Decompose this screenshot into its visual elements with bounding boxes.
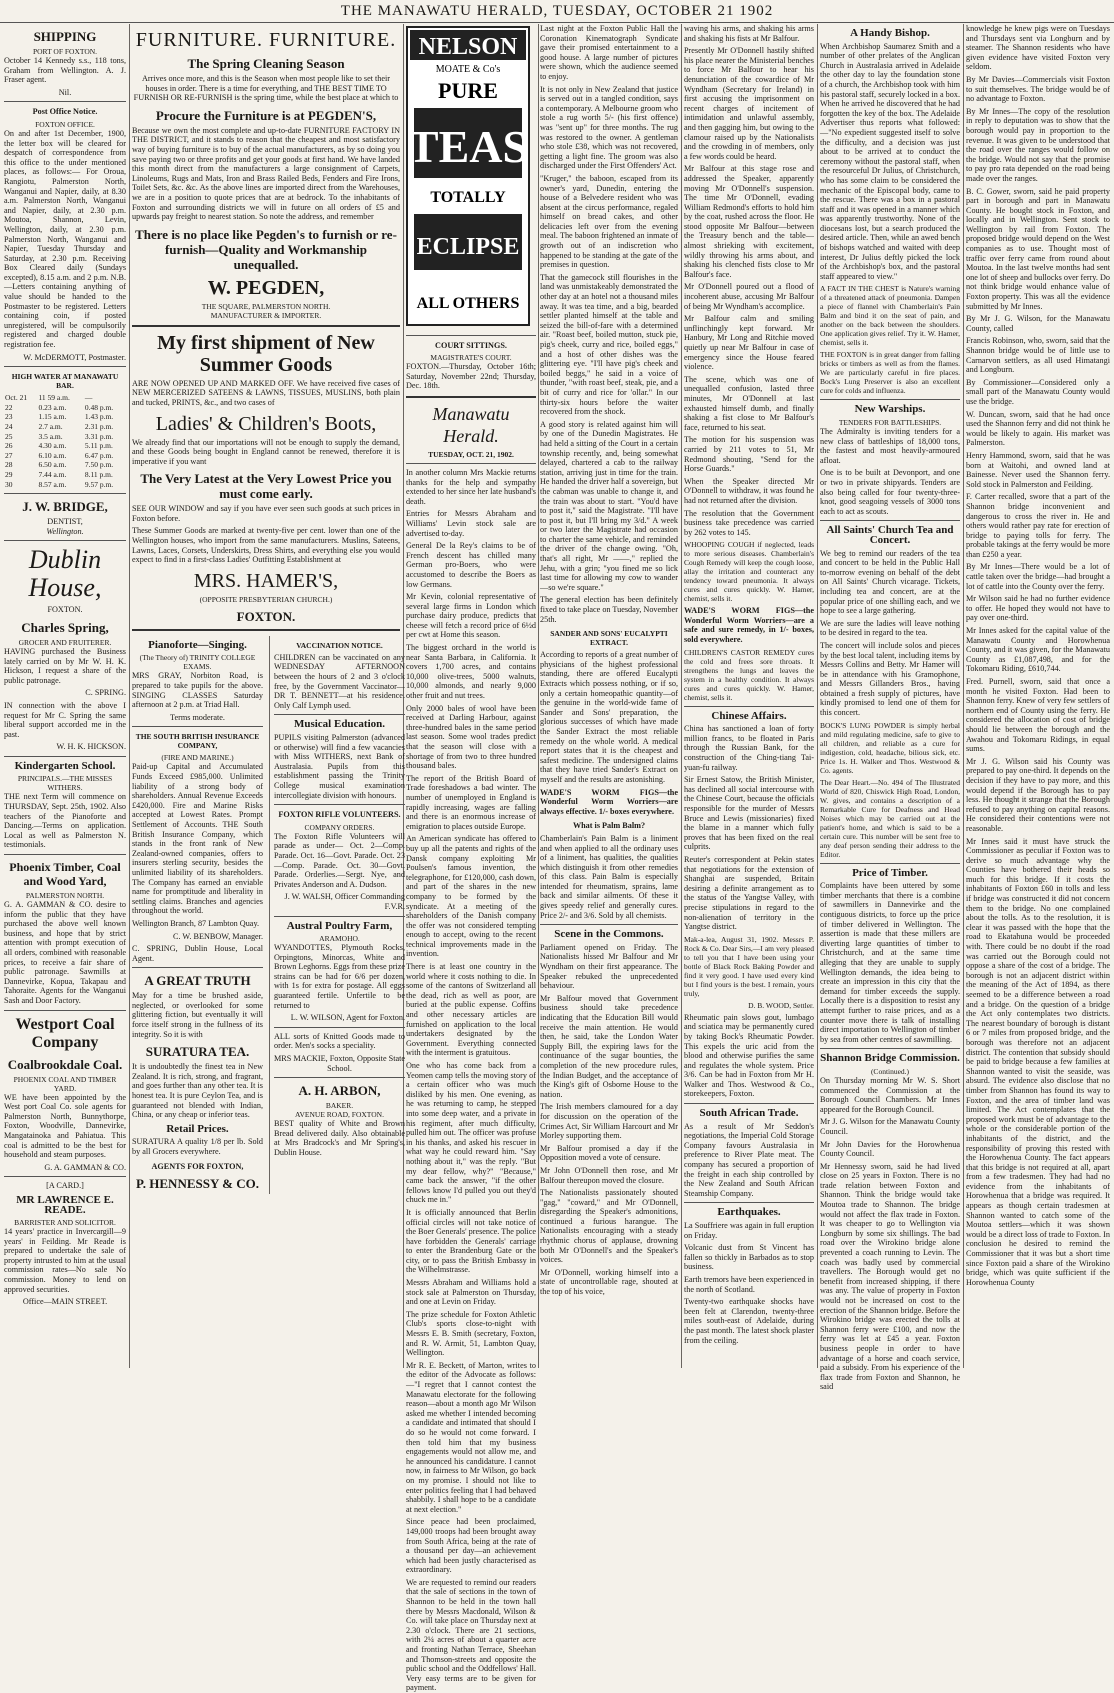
tide-cell: 3.5 a.m.: [38, 431, 63, 441]
tide-row: [4, 422, 126, 432]
bridge-paragraph: By Mr Innes—The copy of the resolution in reply to deputation was to show that the borough would pay in proportion to the revenue. It was given to be understood that the road over the ranges would follow on the bridge. Would not say that the promise to pay pro rata depended on the road being made over the ranges.: [966, 106, 1110, 183]
post-office-sign: W. McDERMOTT, Postmaster.: [23, 352, 126, 362]
commons-paragraph: The Irish members clamoured for a day for discussion on the operation of the Crimes Act, Sir William Harcourt and Mr Morley supporting them.: [540, 1102, 678, 1141]
bridge-paragraph: B. C. Gower, sworn, said he paid property part in borough and part in Manawatu County. He bought stock in Foxton, and locally and in Wellington. Sent stock to Wellington by rail from Foxton. The proposed bridge would depend on the West companies as to use. Thought most of traffic over ferry came from round about Moutoa. In the last twelve months had sent one lot of sheep and bullocks over ferry. Do not think bridge would enhance value of Foxton property. This was all the evidence submitted by Mr Innes.: [966, 186, 1110, 311]
bridge-paragraph: Fred. Purnell, sworn, said that once a month he visited Foxton. Had been to Shannon ferry. Knew of very few settlers of northern end of County using the ferry. He considered the allocation of cost of bridge should lie between the borough and the Awahou and Tokomaru Ridings, in equal sums.: [966, 677, 1110, 754]
nelson-word: NELSON: [418, 34, 518, 60]
spring-sign: C. SPRING.: [85, 688, 126, 698]
earthquake-paragraph: Volcanic dust from St Vincent has fallen so thickly in Barbados as to stop business.: [684, 1243, 814, 1272]
news-paragraph: One who has come back from a Yeomen camp tells the moving story of a certain officer who was much disliked by his men. One evening, as he was returning to camp, he stepped into some deep water, and a private in his regiment, after much difficulty, pulled him out. The officer was profuse in his thanks, and asked his rescuer in what way he could reward him. "Say nothing about it," was the reply. "But my dear fellow, why?" "Because," came back the answer, "if the other fellows know I'd pulled you out they'd chuck me in.": [406, 1061, 536, 1205]
bridge-paragraph: knowledge he knew pigs were on Tuesdays and Thursdays sent via Longburn and by steamer. The Shannon residents who have given evidence have visited Foxton very seldom.: [966, 24, 1110, 72]
news-paragraph: There is at least one country in the world where it costs nothing to die. In some of the cantons of Switzerland all the dead, rich as well as poor, are buried at the public expense. Coffins and other necessary articles are furnished on application to the local undertakers designated by the Government. Everything connected with the interment is gratuitous.: [406, 962, 536, 1058]
masthead: THE MANAWATU HERALD, TUESDAY, OCTOBER 21 1902: [0, 0, 1114, 23]
mackie-sign: MRS MACKIE, Foxton, Opposite State School.: [274, 1054, 406, 1073]
tide-cell: 27: [5, 450, 13, 460]
reade-name: MR LAWRENCE E. READE.: [16, 1193, 114, 1216]
dublin-house-title: Dublin House,: [28, 545, 102, 603]
tide-cell: 6.10 a.m.: [38, 450, 67, 460]
bridge-paragraph: Mr Innes asked for the capital value of the Manawatu County and Horowhenua County, and it was given, for the Manawatu County as £1,087,498, and for the Tokomaru Riding, £610,744.: [966, 626, 1110, 674]
palm-balm-text: Chamberlain's Pain Balm is a liniment and when applied to all the ordinary uses of a liniment, has qualities, the qualities which distinguish it from other remedies of this class. Pain Balm is especially intended for rheumatism, sprains, lame back and similar ailments. Of these it gives speedy relief and generally cures. Price 2/- and 3/6. Sold by all chemists.: [540, 833, 678, 920]
sander-text: According to reports of a great number of physicians of the highest professional standing, there are offered Eucalypti Extracts which possess nothing, or if so, only a certain homeopathic quantity—of the genuine in the world-wide fame of Sander and Sons' preparation, the glorious successes of which have made the Sander Extract the most reliable remedy on the whole world. A medical report states that it is the cheapest and safest medicine. The undersigned claims that they have tried Sander's Extract on myself and the results are astonishing.: [540, 650, 678, 784]
pegden-role: MANUFACTURER & IMPORTER.: [210, 310, 322, 320]
reade-text: 14 years' practice in Invercargill—9 years' in Feilding. Mr Reade is prepared to undertake the sale of property intrusted to him at the usual commission rates—No sale No commission. Money to lend on approved securities.: [4, 1227, 126, 1294]
letter-text: Mak-a-lea, August 31, 1902. Messrs P. Rock & Co. Dear Sirs,—I am very pleased to tell you that I have been using your bottle of Black Rock Baking Powder and find it very good. I have used every kind but I find yours is the best. I remain, yours truly,: [684, 934, 814, 998]
sbi-branch: Wellington Branch, 87 Lambton Quay.: [132, 918, 260, 928]
hickson-text: IN connection with the above I request for Mr C. Spring the same liberal support accorded me in the past.: [4, 700, 126, 739]
news-paragraph: Entries for Messrs Abraham and Williams' Levin stock sale are advertised to-day.: [406, 509, 536, 538]
kindergarten-sub: PRINCIPALS.—THE MISSES WITHERS.: [17, 774, 113, 793]
poultry-heading: Austral Poultry Farm,: [286, 919, 393, 932]
column-4: [540, 24, 678, 1368]
earthquakes-heading: Earthquakes.: [717, 1206, 781, 1219]
shipping-heading: SHIPPING: [33, 29, 97, 44]
dublin-house-place: FOXTON.: [47, 605, 83, 615]
earthquake-paragraph: La Souffriere was again in full eruption on Friday.: [684, 1221, 814, 1240]
news-paragraph: It is not only in New Zealand that justice is served out in a tangled condition, says a contemporary. A Melbourne groom who stole a rug worth 5/- (his first offence) was "sent up" for three months. The rug was restored to the owner. A gentleman who stole £38, which was not recovered, getting a light fine. The groom was also discharged under the First Offenders' Act.: [540, 84, 678, 171]
agents-heading: AGENTS FOR FOXTON,: [151, 1161, 244, 1171]
tide-row: [4, 451, 126, 461]
nelson-all-others: ALL OTHERS: [416, 295, 520, 312]
bridge-paragraph: Mr J. G. Wilson for the Manawatu County Council.: [820, 1117, 960, 1136]
very-latest-line: The Very Latest at the Very Lowest Price you must come early.: [140, 471, 392, 502]
tide-cell: 0.48 p.m.: [84, 402, 114, 412]
post-office-text: On and after 1st December, 1900, the letter box will be cleared for despatch of correspondence from this office to the under mentioned places, as follows:— For Oroua, Rangiotu, Palmerston North, Wanganui and Napier, daily, at 8.30 a.m. Palmerston North, Wanganui and Napier, daily, at 2.30 p.m. Moutoa, Shannon, Levin, Wellington, daily, at 2.30 p.m. Palmerston North, Wanganui and Napier, Tuesday Thursday and Saturday, at 2.30 p.m. Receiving Box Cleared daily (Sundays excepted), 8.15 a.m. and 2 p.m. N.B.—Letters containing anything of value should be handed to the Postmaster to be registered. Letters containing coin, if posted unregistered, will be compulsorily registered and charged double registration fee.: [4, 128, 126, 350]
cleaning-heading: The Spring Cleaning Season: [187, 56, 345, 71]
news-paragraph: Mr R. E. Beckett, of Marton, writes to the editor of the Advocate as follows:—"I regret that I cannot contest the Manawatu electorate for the following reason—about a month ago Mr Wilson asked me whether I intended becoming a candidate and intimated that should I do so he would not come forward. I then told him that my business engagements would not allow me, and he announced his candidature. I cannot now, in fairness to Mr Wilson, go back on my promise. I should not like to enter politics feeling that I had behaved shabbily. I shall hope to be a candidate at next election.": [406, 1360, 536, 1514]
commons-paragraph: The scene, which was one of unequalled confusion, lasted three minutes, Mr O'Donnell at last exhausted himself dumb, and finally shaking a fist close to Mr Balfour's face, returned to his seat.: [684, 374, 814, 432]
procure-text: Because we own the most complete and up-to-date FURNITURE FACTORY IN THE DISTRICT, and it stands to reason that the cheapest and most satisfactory way of buying furniture is to buy of the actual manufacturers, as by so doing you save paying two or three profits and get your goods at first hand. We have landed this month direct from the manufacturers a large consignment of Carpets, Linoleums, Rugs and Mats, Iron and Brass Railed Beds, Fenders and Fire Irons, Toilet Sets, &c. &c. As the above lines are imported direct from the Warehouses, we are in a position to quote prices that are at bedrock. To the inhabitants of Foxton and surrounding districts we will in future on all orders of £5 and upwards pay freight to nearest station. So note the address, and remember: [132, 125, 400, 222]
rifle-sign: J. W. WALSH, Officer Commanding F.V.R.: [284, 892, 405, 911]
column-6: [820, 24, 960, 1392]
sbi-agent: C. SPRING, Dublin House, Local Agent.: [132, 944, 263, 963]
chest-advert: A FACT IN THE CHEST is Nature's warning of a threatened attack of pneumonia. Dampen a piece of flannel with Chamberlain's Pain Balm and bind it on the seat of pain, and another on the back between the shoulders. One application gives relief. Try it. W. Hamer, chemist, sells it.: [820, 284, 960, 348]
nelson-tea-advert-image: [406, 26, 530, 326]
piano-heading: Pianoforte—Singing.: [148, 638, 247, 651]
news-paragraph: It is officially announced that Berlin official circles will not take notice of the Boer Generals' presence. The police have forbidden the Generals' carriage to enter the Brandenburg Gate or the city, or to pass the British Embassy in the Wilhelmstrasse.: [406, 1207, 536, 1275]
summer-text-3: These Summer Goods are marked at twenty-five per cent. lower than one of the Wellington houses, who import from the same manufacturers. Muslins, Sateens, Lawns, Laces, Corsets, Underskirts, Dress Shirts, and everything else you would expect to find in a first-class Ladies' Outfitting Establishment at: [132, 526, 400, 565]
court-sub: MAGISTRATE'S COURT.: [430, 353, 512, 363]
reade-sub: BARRISTER AND SOLICITOR.: [14, 1218, 116, 1228]
bridge-dentist-role: DENTIST,: [47, 517, 83, 527]
column-rule: [129, 24, 130, 1368]
nelson-eclipse: ECLIPSE: [416, 234, 520, 260]
summer-text-2: We already find that our importations will not be enough to supply the demand, and these Goods being bought in England cannot be renewed, therefore it is imperative if you want: [132, 437, 400, 466]
piano-terms: Terms moderate.: [170, 712, 225, 722]
phoenix-place: PALMERSTON NORTH.: [25, 891, 105, 901]
tide-cell: 2.31 p.m.: [84, 422, 114, 431]
suratura-text: It is undoubtedly the finest tea in New Zealand. It is rich, strong, and fragrant, and goes further than any other tea. It is honest tea. It is pure Ceylon Tea, and is guaranteed not blended with Indian, China, or any cheap or inferior teas.: [132, 1062, 263, 1120]
column-rule: [681, 24, 682, 1368]
news-paragraph: We are requested to remind our readers that the sale of sections in the town of Shannon to be held in the town hall there by Messrs Macdonald, Wilson & Co. will take place on Thursday next at 2.30 o'clock. There are 21 sections, with 2¼ acres of about a quarter acre and fronting Nathan Terrace, Sheehan and Thomson-streets and opposite the public school and the Oddfellows' Hall. Very easy terms are to be given for payment.: [406, 1577, 536, 1693]
column-2: [132, 24, 406, 1368]
boots-heading: Ladies' & Children's Boots,: [155, 412, 377, 435]
bridge-paragraph: By Mr J. G. Wilson, for the Manawatu County, called: [966, 314, 1110, 333]
retail-text: SURATURA A quality 1/8 per lb. Sold by all Grocers everywhere.: [132, 1137, 263, 1156]
westport-text: WE have been appointed by the West port Coal Co. sole agents for Palmerston North, Bunnythorpe, Foxton, Woodville, Dannevirke, Mangatainoka and Pahiatua. This coal is admitted to be the best for household and steam purposes.: [4, 1092, 126, 1160]
tide-row: [4, 470, 126, 480]
foxton-advert: THE FOXTON is in great danger from falling bricks or timbers as well as from the flames. We are particularly careful in fire places. Bock's Lung Preserver is also an excellent cure for colds and influenza.: [820, 350, 960, 396]
kindergarten-text: THE next Term will commence on THURSDAY, Sept. 25th, 1902. Also teachers of the Pianoforte and Dancing.—Terms on application. Local as well as Palmerston N. testimonials.: [4, 792, 126, 850]
kindergarten-heading: Kindergarten School.: [14, 759, 116, 772]
timber-paragraph: Complaints have been uttered by some timber merchants that there is a combine of sawmillers in Dannevirke and the contiguous districts, to force up the price of timber delivered in Wellington. The assertion is made that these millers are diverting large quantities of timber to Christchurch, and at the same time alleging that they are unable to supply Wellington demands, the idea being to create an impression in this city that the demand for timber exceeds the supply. Locally there is a disposition to resist any attempt further to raise prices, and as a counter move there is talk of installing direct importation to Wellington of timber by sea from other centres of sawmilling.: [820, 881, 960, 1044]
tide-cell: 1.43 p.m.: [84, 412, 114, 422]
bridge-paragraph: On Thursday morning Mr W. S. Short commenced the Commission at the Borough Council Chambers. Mr Innes appeared for the Borough Council.: [820, 1075, 960, 1114]
letter-sign: D. B. WOOD, Settler.: [748, 1000, 814, 1010]
rifle-heading: FOXTON RIFLE VOLUNTEERS.: [278, 810, 401, 820]
earthquake-paragraph: Earth tremors have been experienced in the north of Scotland.: [684, 1274, 814, 1294]
commons-paragraph: The motion for his suspension was carried by 211 votes to 51, Mr Redmond shouting, "Send for the Horse Guards.": [684, 435, 814, 474]
commons-paragraph: Mr John O'Donnell then rose, and Mr Balfour thereupon moved the closure.: [540, 1165, 678, 1185]
phoenix-text: G. A. GAMMAN & CO. desire to inform the public that they have purchased the above well known business, and hope that by strict attention with prompt execution of all orders, combined with reasonable prices, to receive a fair share of public patronage. Sawmills at Dannevirke, Kopua, Takapau and Tahoraite. Agents for the Wanganui Sash and Door Factory.: [4, 900, 126, 1005]
warships-sub: TENDERS FOR BATTLESHIPS.: [838, 418, 942, 428]
tide-cell: 11 59 a.m.: [38, 393, 70, 403]
news-paragraph: Mr Kevin, colonial representative of several large firms in London which purchase dairy produce, predicts that cheese will fetch a record price of 6½d per cwt at Home this season.: [406, 592, 536, 640]
timber-heading: Price of Timber.: [852, 866, 928, 879]
column-7: [966, 24, 1110, 1368]
hennessy-name: P. HENNESSY & CO.: [136, 1176, 259, 1192]
sander-heading: SANDER AND SONS' EUCALYPTI EXTRACT.: [550, 629, 668, 648]
tide-cell: 6.50 a.m.: [38, 460, 67, 470]
tide-cell: 7.44 a.m.: [38, 469, 67, 479]
bridge-dentist-place: Wellington.: [46, 526, 84, 536]
tide-cell: 23: [5, 412, 13, 422]
commons-paragraph: Mr O'Donnell poured out a flood of incoherent abuse, accusing Mr Balfour of being Mr Wyndham's accomplice.: [684, 282, 814, 311]
news-paragraph: Only 2000 bales of wool have been received at Darling Harbour, against three-hundred bales in the same period last season. Some wool trades predict that the season will close with a shortage of from two to three hundred thousand bales.: [406, 703, 536, 771]
procure-line: Procure the Furniture is at PEGDEN'S,: [155, 107, 377, 123]
spring-trade: GROCER AND FRUITERER.: [18, 637, 112, 647]
westport-sign: G. A. GAMMAN & CO.: [44, 1162, 126, 1172]
earthquake-paragraph: Twenty-two earthquake shocks have been felt at Clarendon, twenty-three miles south-east of Adelaide, during the past month. The latest shock plaster from the ceiling.: [684, 1297, 814, 1345]
bridge-paragraph: Mr John Davies for the Horowhenua County Council.: [820, 1139, 960, 1159]
sbi-sign: C. W. BENBOW, Manager.: [173, 931, 263, 941]
no-place-like: There is no place like Pegden's to furnish or re-furnish—Quality and Workmanship unequalled.: [135, 226, 397, 272]
truth-heading: A GREAT TRUTH: [144, 973, 251, 989]
paper-title: Manawatu Herald.: [432, 403, 510, 446]
tide-row: [4, 460, 126, 470]
westport-heading: Westport Coal Company: [15, 1015, 115, 1051]
warships-paragraph: The Admiralty is inviting tenders for a new class of battleships of 18,000 tons, the fastest and most heavily-armoured afloat.: [820, 427, 960, 465]
commons-paragraph: Mr Balfour at this stage rose and addressed the Speaker, apparently moving Mr O'Donnell's suspension. The time Mr O'Donnell, evading William Redmond's efforts to hold him by the coat, rushed across the floor. He stood opposite Mr Balfour—between the Treasury bench and the table—almost shrieking with excitement, wildly throwing his arms about, and shaking his clenched fists close to Mr Balfour's face.: [684, 164, 814, 279]
bridge-paragraph: W. Duncan, sworn, said that he had once used the Shannon ferry and did not think he would be likely to again. His market was Palmerston.: [966, 409, 1110, 448]
shipping-text: October 14 Kennedy s.s., 118 tons, Graham from Wellington. A. J. Fraser agent.: [4, 56, 126, 85]
arbon-role: BAKER.: [325, 1101, 354, 1111]
hamer-address: (OPPOSITE PRESBYTERIAN CHURCH.): [199, 594, 333, 604]
news-paragraph: Since peace had been proclaimed, 149,000 troops had been brought away from South Africa, being at the rate of a thousand per day—an achievement which had been justly characterised as extraordinary.: [406, 1517, 536, 1575]
saints-paragraph: We are sure the ladies will leave nothing to be desired in regard to the tea.: [820, 618, 960, 638]
piano-text: MRS GRAY, Norbiton Road, is prepared to take pupils for the above. SINGING CLASSES Saturday afternoon at 2 p.m. at Triad Hall.: [132, 671, 263, 710]
tide-cell: 3.31 p.m.: [84, 431, 114, 441]
furniture-heading: FURNITURE. FURNITURE.: [135, 29, 397, 51]
coalbrookdale-heading: Coalbrookdale Coal.: [7, 1056, 123, 1072]
truth-text: May for a time be brushed aside, neglected, or overlooked for some glittering fiction, but eventually it will force itself strong in the fullness of its integrity. So it is with: [132, 991, 263, 1039]
court-heading: COURT SITTINGS.: [435, 340, 507, 350]
bridge-paragraph: Mr Wilson said he had no further evidence to offer. He hoped they would not have to pay over one-third.: [966, 594, 1110, 623]
tide-cell: 6.47 p.m.: [84, 450, 114, 460]
poultry-place: ARAMOHO.: [319, 934, 360, 944]
bridge-paragraph: Francis Robinson, who, sworn, said that the Shannon bridge would be of little use to Carnarvon settlers, as all used Himatangi and Longburn.: [966, 336, 1110, 375]
commons-paragraph: Mr Balfour moved that Government business should take precedence indicating that the Education Bill would receive the main attention. He would then, he said, take the London Water Supply Bill, the expiring laws for the continuance of the sugar bounties, the completion of the new procedure rules, the Indian Budget, and the acceptance of the King's gift of Osborne House to the nation.: [540, 993, 678, 1099]
nelson-pure: PURE: [438, 78, 498, 103]
socks-text: ALL sorts of Knitted Goods made to order. Men's socks a speciality.: [274, 1031, 405, 1051]
news-paragraph: The biggest orchard in the world is near Santa Barbara, in California. It covers 1,700 acres, and contains 10,000 olive-trees, 5000 walnuts, 10,000 almonds, and nearly 9,000 other fruit and nut trees.: [406, 643, 536, 701]
court-text: FOXTON.—Thursday, October 16th; Saturday, November 22nd; Thursday, Dec. 18th.: [406, 362, 536, 391]
poultry-text: WYANDOTTES, Plymouth Rocks, Orpingtons, Minorcas, White and Brown Leghorns. Eggs from these prize strains can be had for 6/6 per dozen, with 1s for extra for postage. All eggs guaranteed fertile. Unfertile to be returned to: [274, 943, 405, 1010]
chinese-paragraph: Sir Ernest Satow, the British Minister, has declined all social intercourse with the Chinese Court, because the officials responsible for the murder of Messrs Bruce and Lewis (missionaries) fixed the blame in a manner which fully proves that has been fixed on the real culprits.: [684, 775, 814, 852]
vaccination-text: CHILDREN can be vaccinated on any WEDNESDAY AFTERNOON between the hours of 2 and 3 o'clock free, by the Government Vaccinator—DR T. BENNETT—at his residence. Only Calf Lymph used.: [274, 652, 405, 710]
spring-text: HAVING purchased the Business lately carried on by Mr W. H. K. Hickson, I request a share of the public patronage.: [4, 646, 126, 685]
westport-sub: PHOENIX COAL AND TIMBER YARD.: [13, 1074, 117, 1093]
commons-paragraph: When the Speaker directed Mr O'Donnell to withdraw, it was found he had not returned after the division.: [684, 476, 814, 505]
commons-paragraph: Presently Mr O'Donnell hastily shifted his place nearer the Ministerial benches to force Mr Balfour to hear his denunciation of the cowardice of Mr Wyndham (Secretary for Ireland) in first accusing the imprisonment on recent charges of incitement of intimidation and unlawful assembly, and then gagging him, but owing to the clamour raised up by the Nationalists and the crowding in of members, only a few words could be heard.: [684, 46, 814, 161]
tide-table: [4, 393, 126, 489]
pegden-name: W. PEGDEN,: [207, 276, 325, 299]
musical-heading: Musical Education.: [293, 718, 386, 731]
saints-paragraph: We beg to remind our readers of the tea and concert to be held in the Public Hall to-morrow evening on behalf of the debt on All Saints' Church vicarage. Tickets, including tea and concert, are at the popular price of one shilling each, and we hope to see a large gathering.: [820, 548, 960, 616]
news-paragraph: In another column Mrs Mackie returns thanks for the help and sympathy extended to her since her late husband's death.: [406, 467, 536, 506]
card-label: [A CARD.]: [46, 1181, 84, 1191]
sbi-text: Paid-up Capital and Accumulated Funds Exceed £985,000. Unlimited liability of a strong body of shareholders. Annual Revenue Exceeds £420,000. Fire and Marine Risks accepted at Lowest Rates. Prompt Settlement of Accounts. THE South British Insurance Company, which stands in the front rank of New Zealand-owned companies, offers to insurers sterling security, besides the unlimited liability of its shareholders. The Company has earned an enviable name for promptitude and liberality in settling claims. Branches and agencies throughout the world.: [132, 762, 263, 916]
nelson-company: MOATE & Co's: [435, 64, 501, 75]
shannon-bridge-heading: Shannon Bridge Commission.: [820, 1052, 960, 1065]
tide-row: [4, 432, 126, 442]
column-rule: [817, 24, 818, 1368]
tide-cell: Oct. 21: [5, 393, 28, 403]
news-paragraph: An American syndicate has offered to buy up all the patents and rights of the Dansk company exploiting Mr Poulsen's famous invention, the telegraphone, for £120,000, cash down, and part of the shares in the new company to be formed by the syndicate. At a meeting of the shareholders of the Danish company the offer was not considered tempting enough to accept, owing to the recent technical improvements made in the invention.: [406, 834, 536, 959]
tide-cell: 4.30 a.m.: [38, 441, 67, 451]
hickson-sign: W. H. K. HICKSON.: [56, 742, 126, 752]
window-text: SEE OUR WINDOW and say if you have ever seen such goods at such prices in Foxton before.: [132, 504, 400, 523]
tide-row: [4, 403, 126, 413]
bridge-paragraph: By Mr Innes—There would be a lot of cattle taken over the bridge—had brought a lot of cattle into the County over the ferry.: [966, 562, 1110, 591]
commons-paragraph: Mr Balfour calm and smiling unflinchingly kept forward. Mr Hanbury, Mr Long and Ritchie moved quietly up near Mr Balfour in case of emergency since the House feared violence.: [684, 314, 814, 372]
tide-cell: 8.57 a.m.: [38, 479, 67, 489]
tide-heading: HIGH WATER AT MANAWATU BAR.: [11, 372, 119, 391]
bishop-text: When Archbishop Saumarez Smith and a number of other prelates of the Anglican Church in Australasia arrived in Adelaide the other day to lay the foundation stone of a church, the Archbishop took with him his pastoral staff, securely locked in a box. When he arrived he discovered that he had forgotten the key of the box. The Adelaide Advertiser thus reports what followed:—"No expedient suggested itself to solve the difficulty, and a decision was just about to be arrived at to conduct the ceremony without the pastoral staff, when the resourceful Dr Julius, of Christchurch, who has some claim to be considered the mechanic of the Episcopal body, came to the rescue. There was a box in a pastoral staff and it was opened in a manner which was apparently trustworthy. None of the diocesans lost, but a search produced the desired article. Then, while an awed bench of bishops watched and waited with deep interest, Dr Julius deftly picked the lock of the Archbishop's box, and the pastoral staff appeared to view.": [820, 41, 960, 281]
tide-cell: 9.57 p.m.: [84, 479, 114, 489]
news-paragraph: The prize schedule for Foxton Athletic Club's sports close-to-night with Messrs E. B. Smith (secretary, Foxton, and R. W. Armit, 51, Lambton Quay, Wellington.: [406, 1309, 536, 1358]
arbon-text: BEST quality of White and Brown Bread delivered daily. Also obtainable at Mrs Bradcock's and Mr Spring's, Dublin House.: [274, 1119, 405, 1157]
summer-text: ARE NOW OPENED UP AND MARKED OFF. We have received five cases of NEW MERCERIZED SATEENS & LAWNS, TISSUES, MUSLINS, both plain and tucked, PRINTS, &c., and two cases of: [132, 378, 400, 407]
news-paragraph: Messrs Abraham and Williams hold a stock sale at Palmerston on Thursday, and one at Levin on Friday.: [406, 1278, 536, 1307]
bridge-paragraph: By Mr Davies—Commercials visit Foxton to suit themselves. The bridge would be of no advantage to Foxton.: [966, 74, 1110, 104]
tide-row: [4, 393, 126, 403]
bridge-paragraph: Henry Hammond, sworn, said that he was born at Waitohi, and owned land at Bainesse. Never used the Shannon ferry. Sold stock in Palmerston and Feilding.: [966, 450, 1110, 489]
column-rule: [538, 24, 539, 1368]
tide-cell: —: [84, 393, 93, 403]
piano-sub: (The Theory of) TRINITY COLLEGE EXAMS.: [139, 653, 256, 672]
all-saints-heading: All Saints' Church Tea and Concert.: [826, 524, 954, 546]
tide-row: [4, 480, 126, 490]
news-paragraph: "Kruger," the baboon, escaped from its owner's yard, Dunedin, entering the house of a Belvedere resident who was absent at the circus performance, regaled himself on bread cakes, and other delicacies left over from the evening meal. The baboon frightened an inmate of growth out of an indiscretion who happened to be standing at the gate of the premises in question.: [540, 173, 678, 270]
nelson-totally: TOTALLY: [430, 189, 506, 206]
rifle-text: The Foxton Rifle Volunteers will parade as under— Oct. 2—Comp. Parade. Oct. 16—Govt. Parade. Oct. 23—Comp. Parade. Oct. 30—Govt. Parade. Orderlies.—Sergt. Nye, and Privates Anderson and A. Dudson.: [274, 831, 405, 889]
tide-cell: 7.50 p.m.: [84, 460, 114, 470]
column-3: [406, 24, 536, 1693]
phoenix-heading: Phoenix Timber, Coal and Wood Yard,: [9, 860, 121, 889]
retail-heading: Retail Prices.: [166, 1122, 229, 1135]
bridge-paragraph: Mr J. G. Wilson said his County was prepared to pay one-third. It depends on the decision if they have to pay more, and this would depend if the Borough has to pay less. He thought it strange that the Borough refused to pay anything on capital reasons. He considered their contentions were not reasonable.: [966, 756, 1110, 833]
south-african-trade-heading: South African Trade.: [699, 1107, 799, 1120]
rifle-sub: COMPANY ORDERS.: [304, 822, 375, 832]
wade-advert: WADE'S WORM FIGS—the Wonderful Worm Worriers—are always effective. 1/- boxes everywhere.: [540, 787, 678, 816]
tide-row: [4, 412, 126, 422]
tide-cell: 24: [5, 422, 13, 431]
warships-paragraph: One is to be built at Devonport, and one or two in private shipyards. Tenders are also being called for four twenty-three-knot, good seagoing vessels of 3000 tons each to act as scouts.: [820, 468, 960, 516]
tide-cell: 8.11 p.m.: [84, 469, 113, 479]
trade-paragraph: As a result of Mr Seddon's negotiations, the Imperial Cold Storage Company favours Australasia in preference to River Plate meat. The company has secured a proportion of the freight in each ship controlled by the New Zealand and South African Steamship Company.: [684, 1121, 814, 1198]
tide-cell: 22: [5, 402, 13, 412]
reade-office: Office—MAIN STREET.: [22, 1297, 108, 1307]
bridge-paragraph: F. Carter recalled, swore that a part of the Shannon bridge inconvenient and dangerous to cross the river in. He and others would rather pay rate for erection of bridge to paying tolls for ferry. The probable takings at the ferry would be more than £250 a year.: [966, 492, 1110, 559]
tide-cell: 30: [5, 479, 13, 489]
hamer-place: FOXTON.: [236, 608, 296, 624]
cleaning-text: Arrives once more, and this is the Season when most people like to set their houses in order. There is a time for everything, and THE BEST TIME TO FURNISH OR RE-FURNISH is the spring time, while the best place at which to: [133, 74, 399, 103]
bridge-dentist-name: J. W. BRIDGE,: [22, 499, 108, 515]
shannon-bridge-continued: (Continued.): [870, 1066, 910, 1076]
tide-cell: 0.23 a.m.: [38, 402, 67, 412]
bridge-paragraph: Mr Hennessy sworn, said he had lived close on 25 years in Foxton. There is no trade relation between Foxton and Shannon. Think the bridge would take Moutoa trade to Shannon. The bridge would not affect the flax trade in Foxton. It was cheaper to go to Wellington via Longburn by some six shillings. The bad road over the Wirokino bridge alone prevented a coach running to Levin. The coach was badly used by commercial travellers. The Borough would get no benefit from increased shipping, if there was any. The value of property in Foxton would not be increased on cost to the erection of the Shannon bridge. Before the Wirokino bridge was erected the tolls at Shannon ferry were £100, and now the ferry was let at £45 a year. Foxton business people in order to have advantage of a horse and coach service, paid a subsidy. From his experience of the flax trade from Foxton and Shannon, he said: [820, 1161, 960, 1392]
castor-advert: CHILDREN'S CASTOR REMEDY cures the cold and frees sore throats. It strengthens the lungs and leaves the system in a healthy condition. It always cures and cures quickly. W. Hamer, chemist, sells it.: [684, 647, 814, 702]
news-paragraph: The general election has been definitely fixed to take place on Tuesday, November 25th.: [540, 595, 678, 624]
chinese-affairs-heading: Chinese Affairs.: [711, 709, 787, 722]
poultry-sign: L. W. WILSON, Agent for Foxton.: [290, 1013, 405, 1023]
tide-cell: 29: [5, 469, 13, 479]
tide-cell: 26: [5, 441, 13, 451]
warships-heading: New Warships.: [854, 403, 926, 416]
commons-paragraph: waving his arms, and shaking his arms and shaking his fists at Mr Balfour.: [684, 24, 814, 43]
post-office-heading: Post Office Notice.: [32, 107, 98, 117]
column-1: [4, 24, 126, 1368]
sailed-text: Nil.: [58, 87, 72, 97]
paper-date: TUESDAY, OCT. 21, 1902.: [428, 449, 514, 459]
bridge-paragraph: By Commissioner—Considered only a small part of the Manawatu County would use the bridge.: [966, 377, 1110, 406]
column-rule: [963, 24, 964, 1368]
nelson-teas: TEAS: [407, 121, 529, 172]
post-office-sub: FOXTON OFFICE.: [35, 119, 95, 129]
pegden-address: THE SQUARE, PALMERSTON NORTH.: [201, 301, 331, 311]
musical-text: PUPILS visiting Palmerston (advanced or otherwise) will find a few vacancies with Miss WITHERS, next Bank of Australasia. Pupils from this establishment passing the Trinity College musical examination intercollegiate division with honours.: [274, 733, 405, 800]
news-paragraph: The report of the British Board of Trade foreshadows a bad winter. The number of unemployed in England is rapidly increasing, wages are falling and there is an enormous increase of emigration to places outside Europe.: [406, 773, 536, 831]
column-5: [684, 24, 814, 1368]
palm-balm-heading: What is Palm Balm?: [572, 821, 646, 831]
news-paragraph: A good story is related against him will by one of the Dunedin Magistrates. He had held a sitting of the Court in a certain township recently, and, being somewhat delayed, chartered a cab to the railway station, arriving just in time for the train. He handed the driver half a sovereign, but the cabman was unable to change it, and the train was about to start. "You'd have to post it," said the Magistrate. "I'll have to post it, but I'll bring my 3/d." A week or two later the Magistrate had occasion to charter the same vehicle, and reminded the driver of the change owing. "Oh, that's all right, Mr ——," replied the Jehu, with a grin; "you fined me so lick last time for allowing my cow to wander—so we're square.": [540, 419, 678, 592]
whooping-cough-advert: WHOOPING COUGH if neglected, leads to more serious diseases. Chamberlain's Cough Remedy will keep the cough loose, allay the irritation and counteract any tendency toward pneumonia. It always cures and cures quickly. W. Hamer, chemist, sells it.: [684, 540, 814, 604]
tide-row: [4, 441, 126, 451]
sbi-sub: (FIRE AND MARINE.): [161, 753, 234, 763]
spring-name: Charles Spring,: [21, 619, 109, 635]
arbon-name: A. H. ARBON,: [298, 1083, 381, 1099]
news-paragraph: General De la Rey's claims to be of French descent has chilled many German pro-Boers, who were accustomed to describe the Boers as low Germans.: [406, 541, 536, 589]
suratura-heading: SURATURA TEA.: [145, 1044, 250, 1060]
wade-advert: WADE'S WORM FIGS—the Wonderful Worm Worriers—are a safe and sure remedy, in 1/- boxes, sold everywhere.: [684, 606, 814, 645]
tide-cell: 2.7 a.m.: [38, 422, 63, 431]
commons-paragraph: Parliament opened on Friday. The Nationalists hissed Mr Balfour and Mr Wyndham on their first appearance. The Speaker rebuked the unprecedented behaviour.: [540, 942, 678, 991]
commons-paragraph: Mr Balfour promised a day if the Opposition moved a vote of censure.: [540, 1143, 678, 1163]
vaccination-heading: VACCINATION NOTICE.: [296, 640, 383, 650]
bridge-paragraph: Mr Innes said it must have struck the Commissioner as peculiar if Foxton was to derive so much advantage why the Counties have bothered their heads so much for this bridge. If it costs the inhabitants of Foxton £60 in tolls and less if bridge was constructed it did not concern them to the bridge. No one complained about the tolls. As to the resolution, it is clear it was passed with the hope that the road to Ekatahuna would be proceeded with. There could be no doubt if the road was carried out the Borough could not oppose a share of the cost of a bridge. The borough is not an adjacent district within the meaning of the Act of 1894, as there seemed to be a difference between a road and a bridge. On the question of a bridge the Act only contemplates two districts. The nearest boundary of borough is distant 6 or 7 miles from proposed bridge, and the borough was therefore not an adjacent district. The contention that subsidy should be paid to bridge because a few families at Shannon wanted to visit the seaside, was absurd. The evidence also disclose that no timber from Shannon has found its way to Foxton, and the area of timber land was limited. The Act contemplates that the proposed work must be of advantage to the whole or the considerable portion of the inhabitants of the district, and the responsibility of proving this rested with the Horowhenua County. The fact appears that this bridge is not required at all, apart from a few tradesmen. They had had no evidence from the inhabitants of Horowhenua that a bridge was required. It appears as though certain tradesmen at Shannon wanted to catch some of the Moutoa settlers—which it was shown would be a direct loss of trade to Foxton. In conclusion he desired to remind the Commissioner that it was but a short time since Foxton paid a share of the Wirokino bridge, which was quite sufficient if the Horowhenua County: [966, 836, 1110, 1287]
commons-heading: Scene in the Commons.: [554, 928, 664, 941]
chinese-paragraph: China has sanctioned a loan of forty million francs, to be floated in Paris through the Russian Bank, for the construction of the Ching-tiang Tai-yuan-fu railway.: [684, 724, 814, 772]
bocks-advert: BOCK'S LUNG POWDER is simply herbal and mild regulating medicine, safe to give to all children, and reliable as a cure for indigestion, cold, headache, bilious sick, etc. Price 1s. H. Walker and Thos. Westwood & Co. agents.: [820, 720, 960, 775]
news-paragraph: Last night at the Foxton Public Hall the Coronation Kinematograph Syndicate gave their promised entertainment to a good house. A large number of pictures were shown, which the audience seemed to enjoy.: [540, 24, 678, 81]
news-paragraph: That the gamecock still flourishes in the land was unmistakeably demonstrated the other day at an hotel not a thousand miles away. It was tea time, and a big, bearded settler planted himself at the table and seized the bill-of-fare with a determined air. "Roast beef, boiled mutton, stuck pie, pig's cheek, curry and rice, boiled eggs," and a host of other dishes was the glittering eye. "I'll have pig's cheek and boiled beggs," he said in a voice of thunder, "with roast beef, steak, pie, and a bit of curry and rice for 'ollar." In our thirty-six hours before the waiter recovered from the shock.: [540, 272, 678, 417]
tide-cell: 1.15 a.m.: [38, 412, 67, 422]
tide-cell: 25: [5, 431, 13, 441]
arbon-address: AVENUE ROAD, FOXTON.: [295, 1110, 384, 1120]
commons-paragraph: Mr O'Donnell, working himself into a state of uncontrollable rage, shouted at the top of his voice,: [540, 1267, 678, 1297]
handy-bishop-heading: A Handy Bishop.: [850, 27, 930, 39]
shipping-subheading: PORT OF FOXTON.: [32, 47, 98, 56]
commons-paragraph: The resolution that the Government business take precedence was carried by 262 votes to 145.: [684, 508, 814, 537]
chinese-paragraph: Reuter's correspondent at Pekin states that negotiations for the extension of Shanghai are suspended, Britain desiring a definite arrangement as to the status of the Yangtse Valley, with precise stipulations in regard to the non-alienation of territory in the Yangtse district.: [684, 854, 814, 932]
tide-cell: 28: [5, 460, 13, 470]
deafness-advert: The Dear Heart.—No. 494 of The Illustrated World of 820, Chiswick High Road, London, W. gives, and contains a description of a Remarkable Cure for Deafness and Head Noises which may be carried out at the patient's home, and which is said to be a certain cure. This number will be sent free to any deaf person sending their address to the Editor.: [820, 777, 960, 859]
sbi-heading: THE SOUTH BRITISH INSURANCE COMPANY,: [135, 732, 260, 751]
commons-paragraph: The Nationalists passionately shouted "gag," "coward," and Mr O'Donnell, disregarding the Speaker's admonitions, continued a furious harangue. The Nationalists encouraging with a steady rhythmic chorus of applause, drowning both Mr O'Donnell's and the Speaker's voices.: [540, 1188, 678, 1265]
rheumatic-advert: Rheumatic pain slows gout, lumbago and sciatica may be permanently cured by taking Bock's Rheumatic Powder. This expels the uric acid from the blood and otherwise purifies the same and regulates the whole system. Price 3/6. Can be had in Foxton from Mr H. Walker and Thos. Westwood & Co., storekeepers, Foxton.: [684, 1012, 814, 1099]
saints-paragraph: The concert will include solos and pieces by the best local talent, including items by Messrs Collins and Betty. Mr Hamer will be in attendance with his Gramophone, and Messrs Gillanders Bros., having obtained a fresh supply of pictures, have kindly promised to lend one of them for this concert.: [820, 640, 960, 718]
tide-cell: 5.11 p.m.: [84, 441, 113, 451]
summer-goods-heading: My first shipment of New Summer Goods: [157, 331, 375, 376]
hamer-name: MRS. HAMER'S,: [193, 569, 339, 592]
